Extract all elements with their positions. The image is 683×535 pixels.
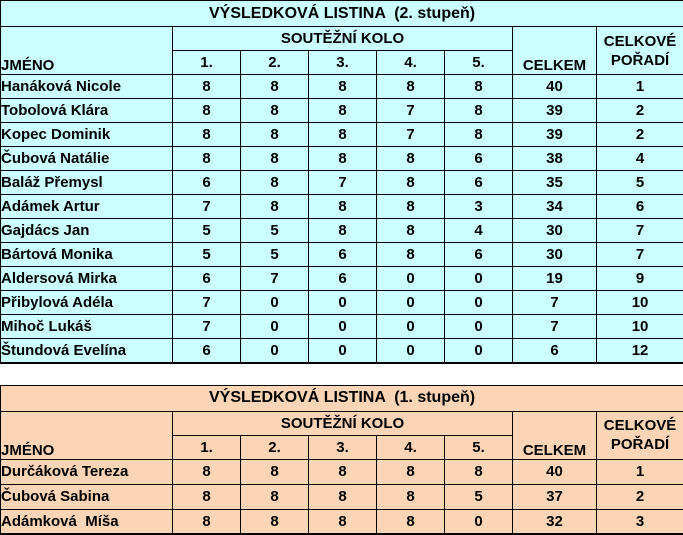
- table-row: [1, 243, 683, 267]
- header-row-group: [1, 411, 683, 435]
- table-row: [1, 484, 683, 509]
- score-cell-round-2: 8: [241, 509, 309, 534]
- score-cell-round-1: 8: [173, 509, 241, 534]
- column-header-round-5: 5.: [445, 435, 513, 459]
- total-cell: 35: [513, 171, 597, 195]
- score-cell-round-3: 0: [309, 315, 377, 339]
- score-cell-round-5: 6: [445, 147, 513, 171]
- rank-cell: 10: [597, 291, 683, 315]
- score-cell-round-3: 8: [309, 459, 377, 484]
- score-cell-round-1: 5: [173, 243, 241, 267]
- score-cell-round-1: 6: [173, 339, 241, 363]
- score-cell-round-1: 8: [173, 459, 241, 484]
- rank-cell: 9: [597, 267, 683, 291]
- table-row: [1, 339, 683, 363]
- score-cell-round-5: 3: [445, 195, 513, 219]
- total-cell: 38: [513, 147, 597, 171]
- total-cell: 40: [513, 459, 597, 484]
- score-cell-round-3: 8: [309, 99, 377, 123]
- table-row: [1, 99, 683, 123]
- player-name-cell: Gajdács Jan: [1, 219, 173, 243]
- score-cell-round-5: 5: [445, 484, 513, 509]
- rank-cell: 1: [597, 459, 683, 484]
- table-title: VÝSLEDKOVÁ LISTINA (2. stupeň): [1, 1, 683, 27]
- score-cell-round-2: 8: [241, 459, 309, 484]
- score-cell-round-5: 4: [445, 219, 513, 243]
- total-cell: 30: [513, 243, 597, 267]
- total-cell: 32: [513, 509, 597, 534]
- table-row: [1, 171, 683, 195]
- score-cell-round-4: 0: [377, 315, 445, 339]
- score-cell-round-4: 8: [377, 219, 445, 243]
- table-row: [1, 195, 683, 219]
- table-row: [1, 75, 683, 99]
- player-name-cell: Štundová Evelína: [1, 339, 173, 363]
- rank-cell: 2: [597, 484, 683, 509]
- column-header-round-1: 1.: [173, 51, 241, 75]
- score-cell-round-4: 7: [377, 99, 445, 123]
- score-cell-round-5: 8: [445, 459, 513, 484]
- score-cell-round-2: 8: [241, 75, 309, 99]
- score-cell-round-5: 8: [445, 99, 513, 123]
- score-cell-round-3: 8: [309, 484, 377, 509]
- total-cell: 37: [513, 484, 597, 509]
- rank-cell: 10: [597, 315, 683, 339]
- score-cell-round-4: 0: [377, 267, 445, 291]
- table-gap: [0, 364, 683, 385]
- score-cell-round-2: 5: [241, 243, 309, 267]
- score-cell-round-3: 8: [309, 123, 377, 147]
- player-name-cell: Čubová Natálie: [1, 147, 173, 171]
- column-header-celkem: CELKEM: [513, 411, 597, 459]
- player-name-cell: Adámková Míša: [1, 509, 173, 534]
- score-cell-round-1: 8: [173, 99, 241, 123]
- player-name-cell: Baláž Přemysl: [1, 171, 173, 195]
- score-cell-round-1: 7: [173, 315, 241, 339]
- score-cell-round-1: 8: [173, 147, 241, 171]
- score-cell-round-3: 8: [309, 509, 377, 534]
- player-name-cell: Durčáková Tereza: [1, 459, 173, 484]
- player-name-cell: Bártová Monika: [1, 243, 173, 267]
- score-cell-round-2: 8: [241, 484, 309, 509]
- score-cell-round-4: 8: [377, 459, 445, 484]
- score-cell-round-4: 8: [377, 509, 445, 534]
- score-cell-round-2: 0: [241, 291, 309, 315]
- total-cell: 19: [513, 267, 597, 291]
- total-cell: 39: [513, 123, 597, 147]
- rank-cell: 6: [597, 195, 683, 219]
- score-cell-round-3: 8: [309, 219, 377, 243]
- total-cell: 39: [513, 99, 597, 123]
- score-cell-round-5: 6: [445, 243, 513, 267]
- score-cell-round-4: 7: [377, 123, 445, 147]
- score-cell-round-5: 8: [445, 75, 513, 99]
- table-row: [1, 147, 683, 171]
- column-header-celkem: CELKEM: [513, 27, 597, 75]
- column-header-round-5: 5.: [445, 51, 513, 75]
- rank-cell: 7: [597, 243, 683, 267]
- column-header-round-3: 3.: [309, 435, 377, 459]
- column-header-celkove-poradi: [597, 411, 683, 459]
- score-cell-round-1: 8: [173, 75, 241, 99]
- table-title: VÝSLEDKOVÁ LISTINA (1. stupeň): [1, 385, 683, 411]
- total-cell: 7: [513, 291, 597, 315]
- results-table-stupen-1: [0, 385, 683, 535]
- score-cell-round-3: 0: [309, 291, 377, 315]
- score-cell-round-3: 8: [309, 75, 377, 99]
- score-cell-round-2: 5: [241, 219, 309, 243]
- score-cell-round-2: 8: [241, 123, 309, 147]
- score-cell-round-4: 8: [377, 171, 445, 195]
- score-cell-round-1: 7: [173, 195, 241, 219]
- header-row-group: [1, 27, 683, 51]
- score-cell-round-2: 8: [241, 99, 309, 123]
- score-cell-round-1: 8: [173, 484, 241, 509]
- rank-cell: 3: [597, 509, 683, 534]
- column-header-round-2: 2.: [241, 435, 309, 459]
- score-cell-round-5: 0: [445, 339, 513, 363]
- player-name-cell: Kopec Dominik: [1, 123, 173, 147]
- score-cell-round-3: 7: [309, 171, 377, 195]
- player-name-cell: Mihoč Lukáš: [1, 315, 173, 339]
- column-header-jmeno: JMÉNO: [1, 27, 173, 75]
- player-name-cell: Aldersová Mirka: [1, 267, 173, 291]
- player-name-cell: Adámek Artur: [1, 195, 173, 219]
- table-body: [1, 459, 683, 534]
- score-cell-round-4: 0: [377, 291, 445, 315]
- total-cell: 40: [513, 75, 597, 99]
- score-cell-round-4: 0: [377, 339, 445, 363]
- rank-header-line1: CELKOVÉ: [603, 417, 677, 434]
- score-cell-round-3: 8: [309, 147, 377, 171]
- table-row: [1, 267, 683, 291]
- table-row: [1, 459, 683, 484]
- total-cell: 6: [513, 339, 597, 363]
- player-name-cell: Tobolová Klára: [1, 99, 173, 123]
- column-header-round-2: 2.: [241, 51, 309, 75]
- table-row: [1, 509, 683, 534]
- rank-cell: 7: [597, 219, 683, 243]
- score-cell-round-1: 8: [173, 123, 241, 147]
- score-cell-round-4: 8: [377, 75, 445, 99]
- score-cell-round-5: 0: [445, 291, 513, 315]
- player-name-cell: Přibylová Adéla: [1, 291, 173, 315]
- score-cell-round-2: 0: [241, 315, 309, 339]
- score-cell-round-3: 0: [309, 339, 377, 363]
- title-row: [1, 1, 683, 27]
- player-name-cell: Čubová Sabina: [1, 484, 173, 509]
- score-cell-round-1: 6: [173, 171, 241, 195]
- total-cell: 7: [513, 315, 597, 339]
- title-row: [1, 385, 683, 411]
- score-cell-round-2: 8: [241, 147, 309, 171]
- score-cell-round-3: 6: [309, 243, 377, 267]
- score-cell-round-5: 6: [445, 171, 513, 195]
- rank-cell: 2: [597, 99, 683, 123]
- score-cell-round-5: 0: [445, 509, 513, 534]
- rank-cell: 4: [597, 147, 683, 171]
- rank-cell: 5: [597, 171, 683, 195]
- column-header-round-4: 4.: [377, 435, 445, 459]
- score-cell-round-1: 6: [173, 267, 241, 291]
- table-row: [1, 291, 683, 315]
- score-cell-round-2: 8: [241, 171, 309, 195]
- score-cell-round-5: 0: [445, 267, 513, 291]
- score-cell-round-2: 7: [241, 267, 309, 291]
- rank-cell: 2: [597, 123, 683, 147]
- rank-cell: 12: [597, 339, 683, 363]
- score-cell-round-1: 7: [173, 291, 241, 315]
- score-cell-round-5: 8: [445, 123, 513, 147]
- total-cell: 30: [513, 219, 597, 243]
- rank-header-line1: CELKOVÉ: [603, 32, 677, 50]
- column-header-round-4: 4.: [377, 51, 445, 75]
- table-row: [1, 219, 683, 243]
- table-body: [1, 75, 683, 363]
- score-cell-round-2: 8: [241, 195, 309, 219]
- score-cell-round-3: 6: [309, 267, 377, 291]
- column-header-celkove-poradi: [597, 27, 683, 75]
- column-header-jmeno: JMÉNO: [1, 411, 173, 459]
- score-cell-round-3: 8: [309, 195, 377, 219]
- column-header-round-1: 1.: [173, 435, 241, 459]
- column-header-soutezni-kolo: SOUTĚŽNÍ KOLO: [173, 411, 513, 435]
- score-cell-round-4: 8: [377, 195, 445, 219]
- score-cell-round-4: 8: [377, 243, 445, 267]
- player-name-cell: Hanáková Nicole: [1, 75, 173, 99]
- rank-header-line2: POŘADÍ: [610, 436, 670, 453]
- column-header-round-3: 3.: [309, 51, 377, 75]
- total-cell: 34: [513, 195, 597, 219]
- score-cell-round-4: 8: [377, 484, 445, 509]
- score-cell-round-4: 8: [377, 147, 445, 171]
- score-cell-round-2: 0: [241, 339, 309, 363]
- table-row: [1, 123, 683, 147]
- table-row: [1, 315, 683, 339]
- column-header-soutezni-kolo: SOUTĚŽNÍ KOLO: [173, 27, 513, 51]
- score-cell-round-1: 5: [173, 219, 241, 243]
- rank-header-line2: POŘADÍ: [610, 51, 670, 69]
- rank-cell: 1: [597, 75, 683, 99]
- score-cell-round-5: 0: [445, 315, 513, 339]
